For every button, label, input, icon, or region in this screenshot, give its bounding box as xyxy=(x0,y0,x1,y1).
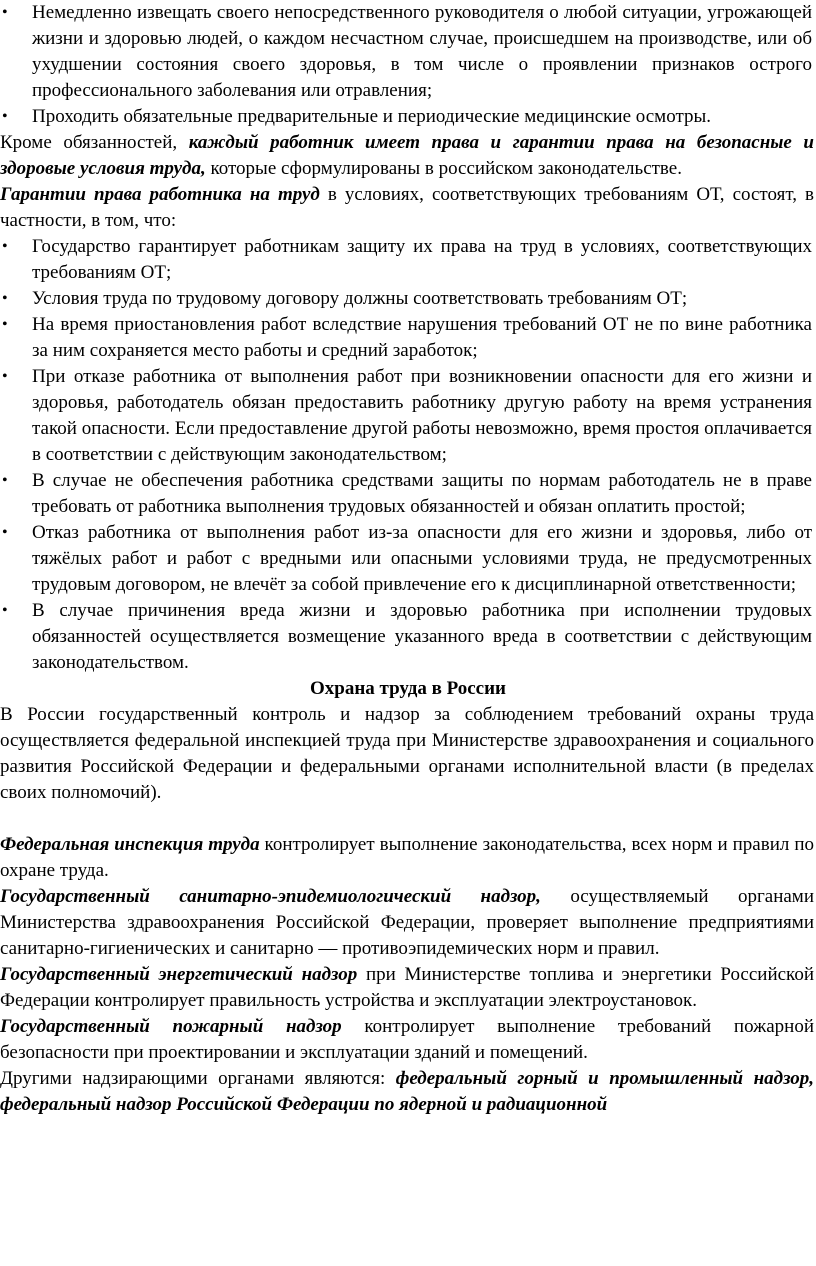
list-item: • Отказ работника от выполнения работ из-за опасности для его жизни и здоровья, либо от тяжёлых работ и работ с вредными или опасными условиями труда, не предусмотренных трудовым договором, не влечёт за собой привлечение его к дисциплинарной ответственности; xyxy=(0,520,816,598)
paragraph-guarantees-intro: Гарантии права работника на труд в условиях, соответствующих требованиям ОТ, состоят, в частности, в том, что: xyxy=(0,184,814,231)
list-item: • Условия труда по трудовому договору должны соответствовать требованиям ОТ; xyxy=(0,286,816,312)
paragraph-labor-inspection: Федеральная инспекция труда контролирует выполнение законодательства, всех норм и правил по охране труда. xyxy=(0,834,814,881)
paragraph-energy-supervision: Государственный энергетический надзор при Министерстве топлива и энергетики Российской Федерации контролирует правильность устройства и эксплуатации электроустановок. xyxy=(0,964,814,1011)
section-title: Охрана труда в России xyxy=(310,678,506,699)
list-item: • Проходить обязательные предварительные и периодические медицинские осмотры. xyxy=(0,104,816,130)
emphasis: Государственный энергетический надзор xyxy=(0,964,358,985)
paragraph-control-overview: В России государственный контроль и надзор за соблюдением требований охраны труда осуществляется федеральной инспекцией труда при Министерстве здравоохранения и социального развития Российской Федерации и федеральными органами исполнительной власти (в пределах своих полномочий). xyxy=(0,704,814,803)
paragraph-sanitary-supervision: Государственный санитарно-эпидемиологический надзор, осуществляемый органами Министерства здравоохранения Российской Федерации, проверяет выполнение предприятиями санитарно-гигиенических и санитарно — противоэпидемических норм и правил. xyxy=(0,886,814,959)
paragraph-other-bodies: Другими надзирающими органами являются: федеральный горный и промышленный надзор, федеральный надзор Российской Федерации по ядерной и радиационной xyxy=(0,1068,814,1115)
duties-list xyxy=(0,0,816,130)
paragraph-fire-supervision: Государственный пожарный надзор контролирует выполнение требований пожарной безопасности при проектировании и эксплуатации зданий и помещений. xyxy=(0,1016,815,1063)
list-item: • В случае причинения вреда жизни и здоровью работника при исполнении трудовых обязанностей осуществляется возмещение указанного вреда в соответствии с действующим законодательством. xyxy=(0,598,816,676)
paragraph-rights: Кроме обязанностей, каждый работник имеет права и гарантии права на безопасные и здоровые условия труда, которые сформулированы в российском законодательстве. xyxy=(0,132,814,179)
emphasis: федеральный горный и промышленный надзор, федеральный надзор Российской Федерации по ядерной и радиационной xyxy=(0,1068,814,1115)
list-item: • При отказе работника от выполнения работ при возникновении опасности для его жизни и здоровья, работодатель обязан предоставить работнику другую работу на время устранения такой опасности. Если предоставление другой работы невозможно, время простоя оплачивается в соответствии с действующим законодательством; xyxy=(0,364,816,468)
spacer xyxy=(0,806,816,832)
list-item: • В случае не обеспечения работника средствами защиты по нормам работодатель не в праве требовать от работника выполнения трудовых обязанностей и обязан оплатить простой; xyxy=(0,468,816,520)
emphasis: Гарантии права работника на труд xyxy=(0,184,320,205)
emphasis: каждый работник имеет права и гарантии права на безопасные и здоровые условия труда, xyxy=(0,132,814,179)
emphasis: Федеральная инспекция труда xyxy=(0,834,260,855)
list-item: • Немедленно извещать своего непосредственного руководителя о любой ситуации, угрожающей жизни и здоровью людей, о каждом несчастном случае, происшедшем на производстве, или об ухудшении состояния своего здоровья, в том числе о проявлении признаков острого профессионального заболевания или отравления; xyxy=(0,0,816,104)
list-item: • На время приостановления работ вследствие нарушения требований ОТ не по вине работника за ним сохраняется место работы и средний заработок; xyxy=(0,312,816,364)
emphasis: Государственный пожарный надзор xyxy=(0,1016,342,1037)
emphasis: Государственный санитарно-эпидемиологический надзор, xyxy=(0,886,541,907)
list-item: • Государство гарантирует работникам защиту их права на труд в условиях, соответствующих требованиям ОТ; xyxy=(0,234,816,286)
guarantees-list xyxy=(0,234,816,676)
